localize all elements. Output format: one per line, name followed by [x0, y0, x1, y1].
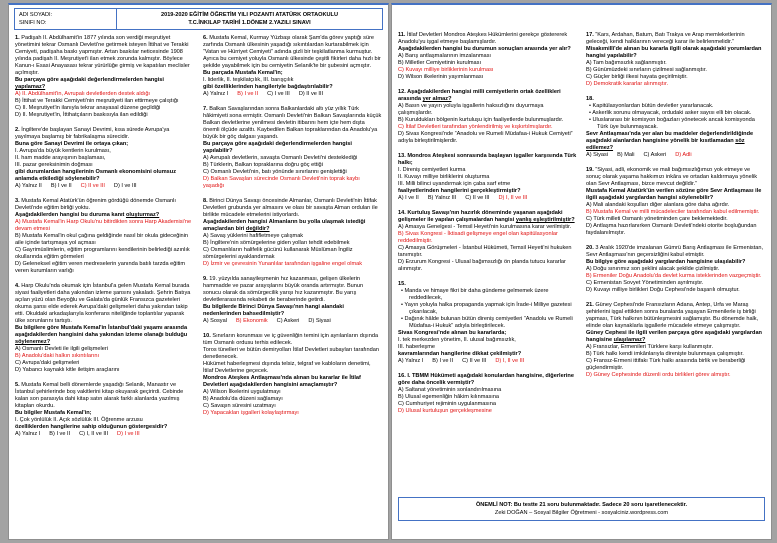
answer-option: D) Geleneksel eğitim veren medreselerin yanında batılı tarzda eğitim veren kurumların varlığı [15, 261, 186, 274]
question-text: kavramlarından hangilerine dikkat çekilmiştir? [398, 351, 522, 357]
answer-option: B) Yalnız III [427, 195, 457, 201]
question [398, 153, 577, 202]
answer-option: B) Türk halkı kendi imkânlarıyla direnişte bulunmaya çalışmıştır. [586, 351, 744, 357]
question-text: 18. [586, 96, 594, 102]
question-text: Güney Cephesi ile ilgili verilen parçaya göre aşağıdaki yargılardan hangisine ulaşılamaz? [586, 330, 762, 343]
answer-option-marked: B) Sivas Kongresi - İktisadi gelişmeye engel olan kapitülasyonlar reddedilmiştir. [398, 231, 558, 244]
answer-options-row [203, 91, 382, 98]
answer-option-marked: D) Adli [675, 152, 692, 158]
question-text: Bu parçaya göre aşağıdaki değerlendirmelerden hangisi yapılamaz? [15, 77, 164, 90]
answer-options-row [15, 183, 194, 190]
question-text: II. Kuvayı milliye birliklerini oluşturma [398, 174, 490, 180]
question [203, 106, 382, 190]
question-text: Aşağıdakilerden hangisi bu duruma kanıt oluşturmaz? [15, 212, 160, 218]
answer-option: C) Güçler birliği ilkesi hayata geçirilmiştir. [586, 74, 688, 80]
answer-option: B) Ulusal egemenliğin hâkim kılınmasına [398, 394, 500, 400]
answer-option: A) Doğu sınırımız son şeklini alacak şekilde çizilmiştir. [586, 266, 720, 272]
question-text: 13. Mondros Ateşkesi sonrasında başlayan işgaller karşısında Türk halkı; [398, 153, 577, 166]
answer-option: C) Cumhuriyet rejiminin uygulanmasına [398, 401, 496, 407]
answer-option: C) I, II ve III [79, 431, 109, 437]
answer-option-marked: D) I, II ve III [498, 195, 528, 201]
answer-option: C) II. Meşrutiyet'in ilanıyla tekrar anayasal düzene geçildiği [15, 105, 161, 111]
question-text: Bu bilgiye göre aşağıdaki yargılardan hangisine ulaşılabilir? [586, 259, 746, 265]
question-text: 17. “Kars, Ardahan, Batum, Batı Trakya ve Arap memleketlerinin geleceği, kendi halklarının vereceği karar ile belirlenmelidir.” [586, 32, 745, 45]
question [586, 245, 765, 294]
question-text: faaliyetlerinden hangilerini gerçekleştirmiştir? [398, 188, 521, 194]
answer-option: C) Savaşın süresini uzatmayı [203, 403, 276, 409]
answer-option: B) Anadolu'da düzeni sağlamayı [203, 396, 283, 402]
question [15, 283, 194, 374]
question [15, 127, 194, 190]
answer-option: C) Fransız-Ermeni ittifakı Türk halkı arasında birlik ve beraberliği güçlendirmiştir. [586, 358, 746, 371]
answer-option: C) Osmanlı Devleti'nin, batı yönünde sınırlarını genişlettiği [203, 169, 347, 175]
exam-title-line2: T.C.İNKILAP TARİHİ 1.DÖNEM 2.YAZILI SINAVI [188, 20, 311, 26]
question [398, 210, 577, 273]
answer-option-marked: B) I ve II [237, 91, 259, 97]
question-text: I. liderlik, II. teşkilatçılık, III. barışçılık [203, 77, 294, 83]
question-text: 19. “Siyasi, adli, ekonomik ve mali bağımsızlığımızı yok etmeye ve sonuç olarak yaşama hakkımızı inkâra ve ortadan kaldırmaya yönelik olan Sevr Antlaşması, bizce mevcut değildir.” [586, 167, 757, 187]
answer-option: D) II. Meşrutiyet'in, İttihatçıların baskısıyla ilan edildiği [15, 112, 148, 118]
answer-option: A) I ve II [398, 195, 419, 201]
page1-columns [9, 35, 388, 446]
question-text: Hükümet haberleşmesi dışında telsiz, telgraf ve kabloların denetimi, İtilaf Devletlerine geçecek. [203, 361, 371, 374]
answer-options-row [586, 152, 765, 159]
question-text: III. Milli bilinci uyandırmak için çaba sarf etme [398, 181, 511, 187]
answer-option-marked: A) Mustafa Kemal'in Harp Okulu'nu bitirdikten sonra Harp Akademisi'ne devam etmesi [15, 219, 192, 232]
answer-option: A) Saltanat yönetiminin sonlandırılmasına [398, 387, 502, 393]
answer-option: D) Erzurum Kongresi - Ulusal bağımsızlığı ön planda tutucu kararlar alınmıştır. [398, 259, 566, 272]
answer-option: C) Ermenistan Sovyet Yönetiminden ayrılmıştır. [586, 280, 704, 286]
question-text: Buna göre Sanayi Devrimi ile ortaya çıkan; [15, 141, 129, 147]
answer-options-row [203, 318, 382, 325]
question-text: Bu bilgilerde Birinci Dünya Savaşı'nın hangi alandaki nedenlerinden bahsedilmiştir? [203, 304, 344, 317]
answer-option-marked: A) II. Abdülhamit'in, Avrupalı devletlerden destek aldığı [15, 91, 150, 97]
question-text: 9. 19. yüzyılda sanayileşmenin hız kazanması, gelişen ülkelerin hammadde ve pazar arayışlarını büyük oranda artırmıştır. Bunun sonucu olarak da sömürgecilik yarışı hız kazanmıştır. Bu yarış devletlerarasında rekabeti de beraberinde getirdi. [203, 276, 364, 303]
answer-option: C) II ve III [465, 195, 490, 201]
answer-option: D) Yabancı kaynaklı kitle iletişim araçlarını [15, 367, 120, 373]
answer-option: B) Mali [617, 152, 635, 158]
answer-option: B) I ve II [432, 358, 454, 364]
question-text: 20. 3 Aralık 1920'de imzalanan Gümrü Barış Antlaşması ile Ermenistan, Sevr Antlaşması'nın geçersizliğini kabul etmiştir. [586, 245, 764, 258]
question [15, 382, 194, 438]
question-text: gibi durumlardan hangilerinin Osmanlı ekonomisini olumsuz anlamda etkilediği söylenebilir? [15, 169, 176, 182]
question [203, 35, 382, 98]
answer-option-marked: D) Balkan Savaşları sürecinde Osmanlı Devleti'nin toprak kaybı yaşadığı [203, 176, 360, 189]
question-text: Misakımillî'de alınan bu kararla ilgili olarak aşağıdaki yorumlardan hangisi yapılabilir? [586, 46, 762, 59]
question-text: I. Çok yönlülük II. Açık sözlülük III. Öğrenme arzusu [15, 417, 143, 423]
question-text: özelliklerden hangilerine sahip olduğunun göstergesidir? [15, 424, 168, 430]
answer-option: D) Kuvayı milliye birlikleri Doğu Cephesi'nde başarılı olmuştur. [586, 287, 740, 293]
question-text: Mustafa Kemal Atatürk'ün verilen sözüne göre Sevr Antlaşması ile ilgili aşağıdaki yargılardan hangisi söylenebilir? [586, 188, 762, 201]
question-text: III. pazar gereksinimin doğması [15, 162, 93, 168]
answer-option: A) Mali alandaki koşulları diğer alanlara göre daha ağırdır. [586, 202, 730, 208]
question-text: Aşağıdakilerden hangisi Almanların bu yolla ulaşmak istediği amaçlardan biri değildir? [203, 219, 366, 232]
question-text: Toros tünelleri ve bütün demiryolları İtilaf Devletleri subayları tarafından denetlenecek. [203, 347, 379, 360]
answer-option: B) İttihat ve Terakki Cemiyeti'nin meşrutiyeti ilan ettirmeye çalıştığı [15, 98, 179, 104]
question-text: 4. Harp Okulu'nda okumak için İstanbul'a gelen Mustafa Kemal burada siyasi faaliyetleri daha yakından izleme şansını yakaladı. Şehrin Batıya açılan yüzü olan Beyoğlu ve Galata'da günlük Fransızca gazeteleri okuma şansı elde ederek Avrupa'daki gelişmeleri daha yakından takip etti. Okuldaki arkadaşlarıyla konferans niteliğinde toplantılar yaparak ülke sorunlarını tartıştı. [15, 283, 191, 324]
answer-option: D) Wilson ilkelerinin yayımlanması [398, 74, 484, 80]
answer-option-marked: C) Kuvayı milliye birliklerinin kurulması [398, 67, 494, 73]
answer-option: A) Tam bağımsızlık sağlanmıştır. [586, 60, 667, 66]
question-column-4 [586, 32, 765, 423]
question [203, 198, 382, 268]
question-column-1 [15, 35, 194, 446]
answer-option-marked: B) Ermeniler Doğu Anadolu'da devlet kurma isteklerinden vazgeçmiştir. [586, 273, 762, 279]
answer-option: C) Askeri [643, 152, 667, 158]
answer-option: C) Türk milleti Osmanlı yönetiminden çare beklemektedir. [586, 216, 728, 222]
answer-option: A) Yalnız I [203, 91, 229, 97]
answer-option: B) Milletler Cemiyetinin kurulması [398, 60, 481, 66]
answer-option: B) Kuruldukları bölgenin kurtuluşu için faaliyetlerde bulunmuşlardır. [398, 117, 564, 123]
exam-title-cell [117, 9, 382, 29]
question-text: I. Direniş cemiyetleri kurma [398, 167, 466, 173]
question-text: Bu parçaya göre aşağıdaki değerlendirmelerden hangisi yapılabilir? [203, 141, 352, 154]
answer-option: B) Türklerin, Balkan topraklarına doğru göç ettiği [203, 162, 323, 168]
question [586, 32, 765, 88]
answer-options-row [398, 195, 577, 202]
answer-option: A) Avrupalı devletlerin, savaşta Osmanlı Devleti'ni desteklediği [203, 155, 358, 161]
question [15, 198, 194, 275]
question-text: Bu bilgilere göre Mustafa Kemal'in İstanbul'daki yaşamı arasında aşağıdakilerden hangisini daha yakından izleme olanağı bulduğu söylenemez? [15, 325, 188, 345]
answer-option-marked: C) İtilaf Devletleri tarafından yönlendirilmiş ve kışkırtılmışlardır. [398, 124, 553, 130]
answer-option-marked: D) Demokratik kararlar alınmıştır. [586, 81, 669, 87]
question-text: • Kapitülasyonlardan bütün devletler yararlanacak. [589, 103, 714, 109]
author-line: Zeki DOĞAN – Sosyal Bilgiler Öğretmeni - sosyalciniz.wordpress.com [494, 510, 669, 516]
answer-options-row [15, 431, 194, 438]
question-text: 16. I. TBMM Hükümeti aşağıdaki konulardan hangisine, diğerlerine göre daha öncelik vermiştir? [398, 373, 574, 386]
answer-options-row [398, 358, 577, 365]
answer-option: B) Mustafa Kemal'in okul çağına geldiğinde nasıl bir okula gideceğinin aile içinde tartışmaya yol açması [15, 233, 189, 246]
answer-option: C) Amasya Görüşmeleri - İstanbul Hükümeti, Temsil Heyeti'ni hukuken tanımıştır. [398, 245, 572, 258]
answer-option: A) Fransızlar, Ermenileri Türklere karşı kullanmıştır. [586, 344, 714, 350]
question-text: 3. Mustafa Kemal Atatürk'ün öğrenim gördüğü dönemde Osmanlı Devleti'nde eğitim birliği yoktu. [15, 198, 176, 211]
question-text: • Uluslararası bir komisyon boğazları yönetecek ancak komisyonda Türk üye bulunmayacak. [589, 117, 755, 130]
answer-option: D) Sivas Kongresi'nde “Anadolu ve Rumeli Müdafaa-i Hukuk Cemiyeti” adıyla birleştirilmişlerdir. [398, 131, 573, 144]
answer-option: A) Barış antlaşmalarının imzalanması [398, 53, 491, 59]
answer-option: D) II ve III [298, 91, 324, 97]
question-column-3 [398, 32, 577, 423]
answer-option: A) Osmanlı Devleti ile ilgili gelişmeleri [15, 346, 108, 352]
answer-option: C) I ve III [267, 91, 290, 97]
question-text: 6. Mustafa Kemal, Kurmay Yüzbaşı olarak Şam'da görev yaptığı süre zarfında Osmanlı ülkesinin yaşadığı sıkıntılardan kurtarabilmek için “Vatan ve Hürriyet Cemiyeti” adında gizli bir teşkilatlanma kurmuştur. Ayrıca bu cemiyet yoluyla Osmanlı ülkesinde çeşitli fikirleri daha hızlı bir şekilde yayabilmek için bu cemiyetin Selanik'te bir şubesini açmıştır. [203, 35, 381, 69]
question-text: Bu parçada Mustafa Kemal'in; [203, 70, 283, 76]
question [203, 276, 382, 325]
answer-option-marked: D) I ve III [117, 431, 140, 437]
question-text: 1. Padişah II. Abdülhamit'in 1877 yılında son verdiği meşrutiyet yönetimini tekrar Osmanlı Devleti'ne getirmek isteyen İttihat ve Terakki Cemiyeti, padişaha baskı yapmıştır. Artan baskılar neticesinde 1908 yılında padişah II. Meşrutiyet'i ilan etmek zorunda kalmıştır. Böylece Kanun-ı Esasi Anayasası tekrar yürürlüğe girmiş ve kapatılan meclisler açılmıştır. [15, 35, 190, 76]
question-text: 12. Aşağıdakilerden hangisi milli cemiyetlerin ortak özellikleri arasında yer almaz? [398, 89, 561, 102]
answer-option: C) Avrupa'daki gelişmeleri [15, 360, 80, 366]
question [398, 373, 577, 415]
question [15, 35, 194, 119]
question-text: Aşağıdakilerden hangisi bu durumun sonuçları arasında yer alır? [398, 46, 571, 52]
question [586, 96, 765, 159]
answer-option-marked: B) Ekonomik [235, 318, 268, 324]
answer-option: A) Wilson İlkelerini uygulatmayı [203, 389, 281, 395]
page2-columns [392, 5, 771, 423]
question-text: 11. İtilaf Devletleri Mondros Ateşkes Hükümlerini gerekçe göstererek Anadolu'yu işgal etmeye başlamışlardır. [398, 32, 568, 45]
question-text: 8. Birinci Dünya Savaşı öncesinde Almanlar, Osmanlı Devleti'nin İttifak Devletleri grubunda yer almasını ve olası bir savaşta Alman orduları ile birlikte mücadele etmelerini istiyorlardı. [203, 198, 378, 218]
answer-option: C) Osmanlıların halifelik gücünü kullanarak Müslüman İngiliz sömürgelerini ayaklandırmak [203, 247, 353, 260]
question-text: • Manda ve himaye fikri bir daha gündeme gelmemek üzere reddedilecek, [401, 288, 549, 301]
answer-option-marked: D) I, II ve III [495, 358, 525, 364]
answer-option: B) Günümüzdeki sınırların çizilmesi sağlanmıştır. [586, 67, 707, 73]
question-text: 2. İngiltere'de başlayan Sanayi Devrimi, kısa sürede Avrupa'ya yayılmaya başlamış bir fabrikalaşma sürecidir. [15, 127, 170, 140]
answer-option: D) Siyasi [308, 318, 331, 324]
question-text: Sivas Kongresi'nde alınan bu kararlarda; [398, 330, 507, 336]
answer-option: A) Basın ve yayın yoluyla işgallerin haksızlığını duyurmaya çalışmışlardır. [398, 103, 544, 116]
question-text: I. tek merkezden yönetim, II. ulusal bağımsızlık, [398, 337, 516, 343]
question-text: 21. Güney Cephesi'nde Fransızların Adana, Antep, Urfa ve Maraş şehirlerini işgal ettikten sonra buralarda yaşayan Ermenilerle iş birliği yapması, Türk halkının bütünleşmesini sağlamıştır. Bu dönemde halk, elinde olan kaynaklarla işgallerle mücadele etmeye çalışmıştır. [586, 302, 759, 329]
question-text: II. ham madde arayışının başlaması, [15, 155, 106, 161]
answer-option: A) Sosyal [203, 318, 227, 324]
question-text: • Yayın yoluyla halka propaganda yapmak için İrade-i Milliye gazetesi çıkarılacak, [401, 302, 572, 315]
question-text: III. haberleşme [398, 344, 435, 350]
answer-option: A) Amasya Genelgesi - Temsil Heyeti'nin kurulmasına karar verilmiştir. [398, 224, 572, 230]
student-info-cell [15, 9, 117, 29]
question [398, 89, 577, 145]
question [586, 167, 765, 237]
question-column-2 [203, 35, 382, 446]
exam-page-1 [8, 3, 389, 540]
question-text: • Dağınık hâlde bulunan bütün direniş cemiyetleri “Anadolu ve Rumeli Müdafaa-i Hukuk” adıyla birleştirilecek. [401, 316, 573, 329]
question-text: 5. Mustafa Kemal belli dönemlerde yaşadığı Selanik, Manastır ve İstanbul şehirlerinde boş vakitlerini kitap okuyarak geçirirdi. Cebinde kalan son parasıyla dahi kitap satın alarak farklı alanlarda yazılmış kitapları okurdu. [15, 382, 184, 409]
question-text: Bu bilgiler Mustafa Kemal'in; [15, 410, 92, 416]
question-text: 10. Sınırların korunması ve iç güvenliğin temini için ayrılanların dışında tüm Osmanlı ordusu terhis edilecek. [203, 333, 379, 346]
answer-option: C) Askeri [276, 318, 300, 324]
question-text: 14. Kurtuluş Savaşı'nın hazırlık döneminde yaşanan aşağıdaki gelişmeler ile yapılan çalışmalardan hangisi yanlış eşleştirilmiştir? [398, 210, 575, 223]
answer-option-marked: D) İzmir ve çevresinin Yunanlılar tarafından işgaline engel olmak [203, 261, 363, 267]
class-label: SINIFI NO: [19, 20, 47, 26]
question-text: Sevr Antlaşması'nda yer alan bu maddeler değerlendirildiğinde aşağıdaki alanlardan hangisine yönelik bir kısıtlamadan söz edilemez? [586, 131, 754, 151]
answer-option-marked: D) Güney Cephesinde düzenli ordu birlikleri görev almıştır. [586, 372, 731, 378]
answer-option: A) Savaş yüklerini hafifletmeye çalışmak [203, 233, 304, 239]
question-text: gibi özelliklerinden hangileriyle bağdaştırılabilir? [203, 84, 333, 90]
question-text: Mondros Ateşkes Antlaşması'nda alınan bu kararlar ile İtilaf Devletleri aşağıdakilerden hangisini amaçlamıştır? [203, 375, 361, 388]
question [586, 302, 765, 379]
answer-option: A) Yalnız I [15, 431, 41, 437]
answer-option: A) Yalnız I [398, 358, 424, 364]
answer-option-marked: D) Ulusal kurtuluşun gerçekleşmesine [398, 408, 492, 414]
question-text: • Askerlik sorunu olmayacak, ordudaki asker sayısı elli bin olacak. [589, 110, 752, 116]
answer-option: B) I ve II [49, 431, 71, 437]
answer-option: C) II ve III [462, 358, 487, 364]
answer-option-marked: C) II ve III [80, 183, 105, 189]
question-text: I. Avrupa'da büyük kentlerin kurulması, [15, 148, 111, 154]
important-note-box [398, 497, 765, 521]
question [203, 333, 382, 417]
answer-option-marked: B) Anadolu'daki halkın sıkıntılarını [15, 353, 100, 359]
answer-option: D) I ve III [113, 183, 137, 189]
question-text: 7. Balkan Savaşlarından sonra Balkanlardaki altı yüz yıllık Türk hâkimiyeti sona ermiştir. Osmanlı Devleti'nin Balkan Savaşlarında küçük Balkan devletlerine yenilmesi devletin itibarını hem içte hem dışta önemli ölçüde azalttı. Kaybedilen Balkan topraklarından da Anadolu'ya büyük bir göç dalgası yaşandı. [203, 106, 382, 140]
name-label: ADI SOYADI: [19, 12, 53, 18]
exam-title-line1: 2019-2020 EĞİTİM ÖĞRETİM YILI POZANTI ATATÜRK ORTAOKULU [160, 12, 339, 18]
answer-option-marked: B) Mustafa Kemal ve milli mücadeleciler tarafından kabul edilmemiştir. [586, 209, 760, 215]
question-text: 15. [398, 281, 406, 287]
answer-option: D) Antlaşma hazırlanırken Osmanlı Devleti'ndeki otorite boşluğundan faydalanılmıştır. [586, 223, 757, 236]
exam-header [14, 8, 383, 30]
answer-option: A) Yalnız II [15, 183, 42, 189]
important-note-text: ÖNEMLİ NOT: Bu testte 21 soru bulunmaktadır. Sadece 20 soru işaretlenecektir. [475, 502, 688, 508]
answer-option: C) Gayrimüslimlerin, eğitim programlarını kendilerinin belirlediği azınlık okullarında eğitim görmeleri [15, 247, 190, 260]
exam-page-2 [391, 3, 772, 540]
answer-option-marked: D) Yapacakları işgalleri kolaylaştırmayı [203, 410, 299, 416]
question [398, 32, 577, 81]
answer-option: B) İngiltere'nin sömürgelerine giden yolları tehdit edebilmek [203, 240, 350, 246]
answer-option: B) I ve II [50, 183, 72, 189]
question [398, 281, 577, 365]
answer-option: A) Siyasi [586, 152, 609, 158]
